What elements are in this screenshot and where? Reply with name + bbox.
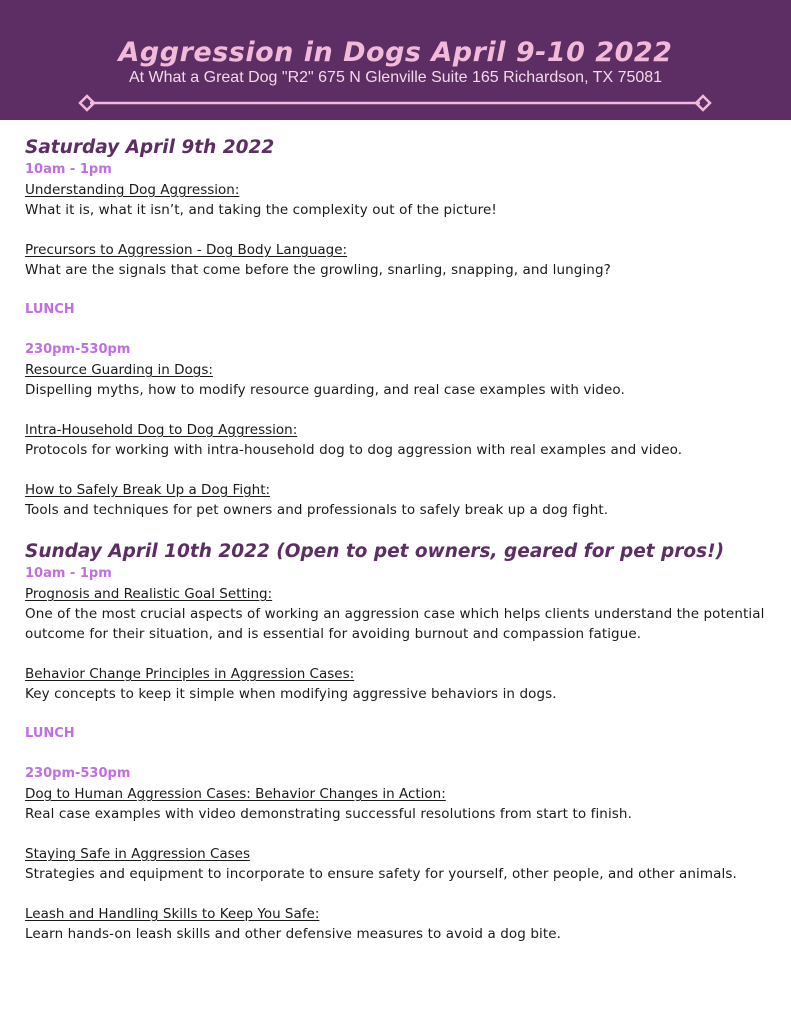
session-item [25, 360, 770, 400]
session-description: Key concepts to keep it simple when modifying aggressive behaviors in dogs. [25, 686, 557, 702]
session-item [25, 904, 770, 944]
session-title: Intra-Household Dog to Dog Aggression: [25, 422, 298, 438]
session-description: Strategies and equipment to incorporate to ensure safety for yourself, other people, and other animals. [25, 866, 737, 882]
session-title: Leash and Handling Skills to Keep You Safe: [25, 906, 320, 922]
time-slot: 230pm-530pm [25, 342, 131, 357]
session-description: Protocols for working with intra-household dog to dog aggression with real examples and video. [25, 442, 683, 458]
session-title: Precursors to Aggression - Dog Body Language: [25, 242, 348, 258]
session-title: Resource Guarding in Dogs: [25, 362, 213, 378]
session-title: Behavior Change Principles in Aggression Cases: [25, 666, 355, 682]
ornament-divider-icon [78, 94, 712, 112]
session-description: What it is, what it isn’t, and taking the complexity out of the picture! [25, 202, 497, 218]
session-title: Prognosis and Realistic Goal Setting: [25, 586, 273, 602]
lunch-label: LUNCH [25, 302, 75, 317]
session-description: One of the most crucial aspects of working an aggression case which helps clients understand the potential outcome for their situation, and is essential for avoiding burnout and compassion fatigue. [25, 606, 765, 642]
time-block-morning [25, 564, 770, 704]
header-banner [0, 0, 791, 120]
day-heading: Saturday April 9th 2022 [25, 137, 275, 158]
session-description: Dispelling myths, how to modify resource guarding, and real case examples with video. [25, 382, 625, 398]
day-saturday [25, 136, 770, 520]
event-title: Aggression in Dogs April 9-10 2022 [118, 37, 673, 68]
time-slot: 230pm-530pm [25, 766, 131, 781]
session-title: Staying Safe in Aggression Cases [25, 846, 251, 862]
lunch-label: LUNCH [25, 726, 75, 741]
session-item [25, 480, 770, 520]
session-description: Learn hands-on leash skills and other defensive measures to avoid a dog bite. [25, 926, 562, 942]
session-item [25, 664, 770, 704]
session-item [25, 180, 770, 220]
session-item [25, 844, 770, 884]
session-title: Dog to Human Aggression Cases: Behavior Changes in Action: [25, 786, 446, 802]
time-slot: 10am - 1pm [25, 566, 112, 581]
day-sunday [25, 540, 770, 944]
session-title: How to Safely Break Up a Dog Fight: [25, 482, 271, 498]
session-item [25, 584, 770, 644]
session-item [25, 784, 770, 824]
time-block-morning [25, 160, 770, 280]
schedule-content [25, 136, 770, 944]
session-title: Understanding Dog Aggression: [25, 182, 240, 198]
event-location: At What a Great Dog "R2" 675 N Glenville Suite 165 Richardson, TX 75081 [128, 69, 663, 86]
time-block-afternoon [25, 340, 770, 520]
session-item [25, 240, 770, 280]
session-description: Real case examples with video demonstrating successful resolutions from start to finish. [25, 806, 632, 822]
session-item [25, 420, 770, 460]
day-heading: Sunday April 10th 2022 (Open to pet owners, geared for pet pros!) [25, 541, 725, 562]
session-description: What are the signals that come before the growling, snarling, snapping, and lunging? [25, 262, 611, 278]
time-slot: 10am - 1pm [25, 162, 112, 177]
session-description: Tools and techniques for pet owners and professionals to safely break up a dog fight. [25, 502, 609, 518]
time-block-afternoon [25, 764, 770, 944]
